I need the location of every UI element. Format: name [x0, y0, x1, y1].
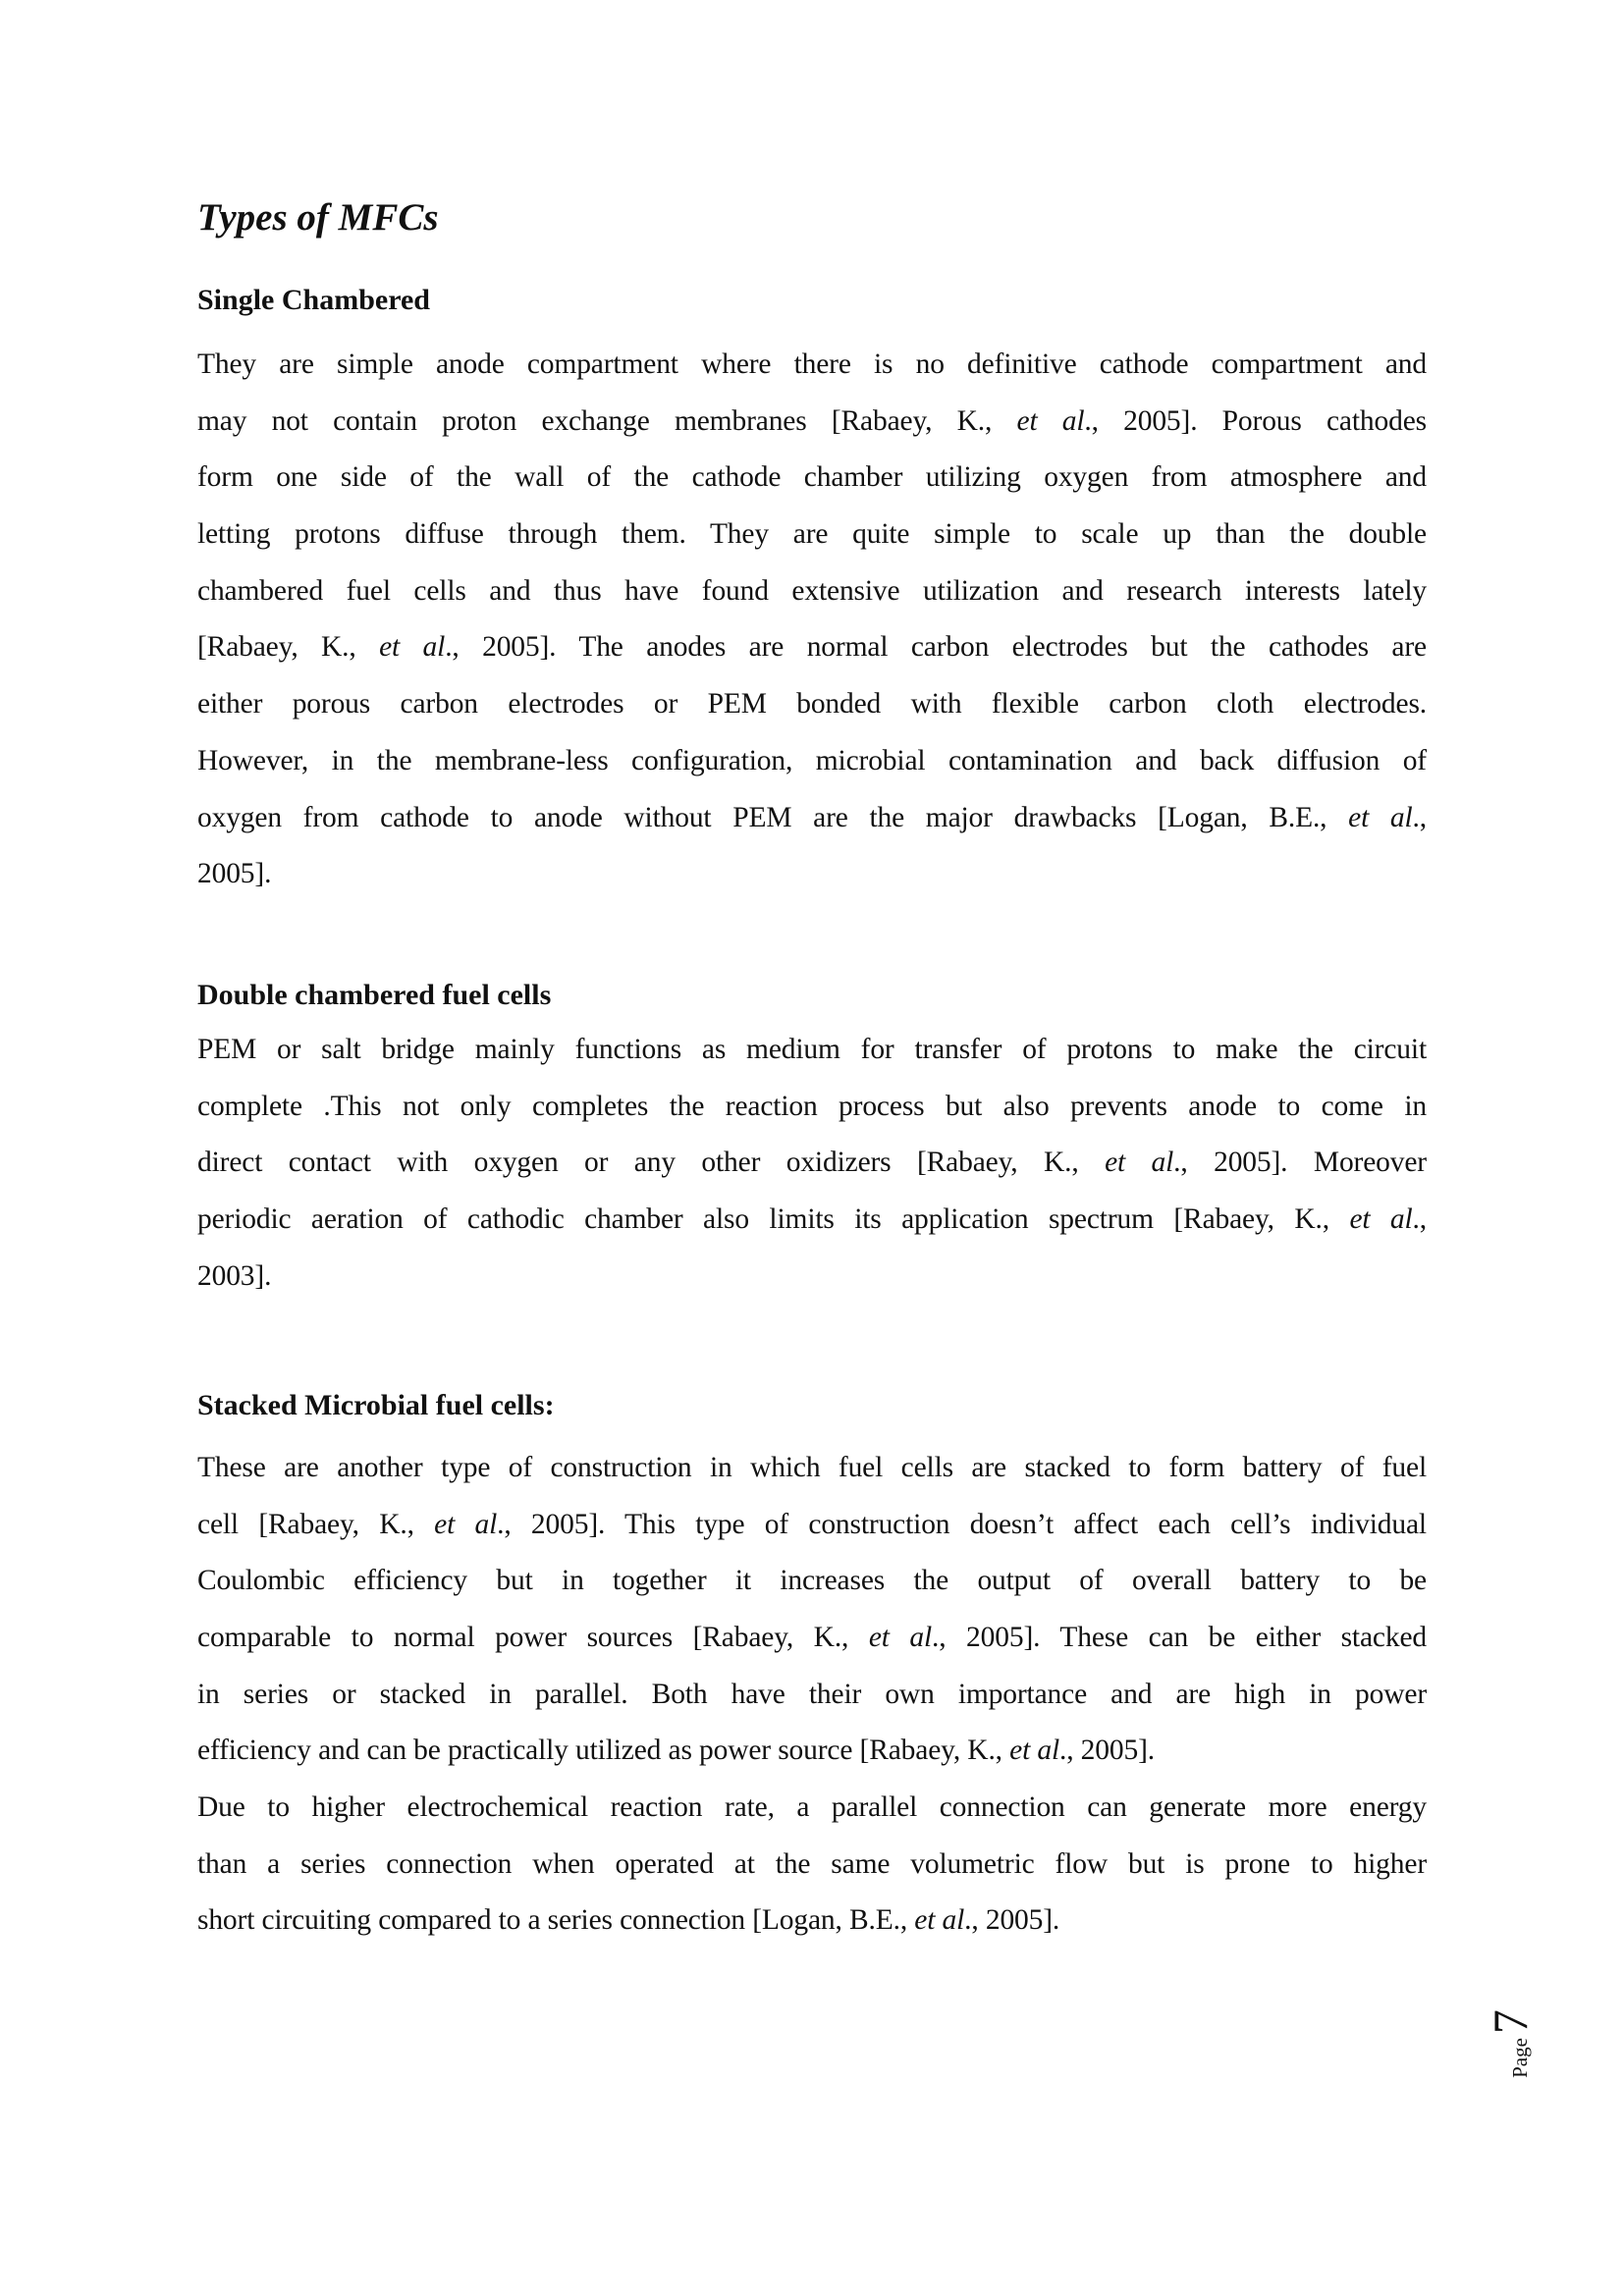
paragraph-stacked-mfc — [197, 1440, 1427, 1780]
text-line: short circuiting compared to a series connection [Logan, B.E., et al., 2005]. — [197, 1904, 1060, 1937]
citation-et-al: et al — [1016, 404, 1085, 437]
text-line: letting protons diffuse through them. They are quite simple to scale up than the double — [197, 518, 1427, 551]
text-line: 2005]. — [197, 858, 272, 890]
text-line: complete .This not only completes the reaction process but also prevents anode to come in — [197, 1090, 1427, 1122]
page-number — [1483, 1993, 1538, 2095]
text-line: These are another type of construction in which fuel cells are stacked to form battery of fuel — [197, 1452, 1427, 1483]
page-label: Page — [1508, 2038, 1532, 2078]
paragraph-single-chambered — [197, 337, 1427, 903]
text-line: in series or stacked in parallel. Both have their own importance and are high in power — [197, 1678, 1427, 1710]
paragraph-double-chambered — [197, 1022, 1427, 1305]
heading-stacked-mfc: Stacked Microbial fuel cells: — [197, 1389, 555, 1421]
text-line: chambered fuel cells and thus have found extensive utilization and research interests lately — [197, 574, 1427, 607]
text-line: PEM or salt bridge mainly functions as medium for transfer of protons to make the circuit — [197, 1034, 1427, 1065]
citation-et-al: et al — [1348, 801, 1413, 833]
text-line: efficiency and can be practically utilized as power source [Rabaey, K., et al., 2005]. — [197, 1735, 1155, 1767]
citation-et-al: et al — [868, 1622, 933, 1654]
text-line: may not contain proton exchange membranes [Rabaey, K., et al., 2005]. Porous cathodes — [197, 404, 1427, 437]
text-line: oxygen from cathode to anode without PEM are the major drawbacks [Logan, B.E., et al., — [197, 801, 1427, 833]
text-line: cell [Rabaey, K., et al., 2005]. This type of construction doesn’t affect each cell’s individual — [197, 1508, 1427, 1540]
text-line: periodic aeration of cathodic chamber also limits its application spectrum [Rabaey, K., et al., — [197, 1203, 1427, 1236]
paragraph-parallel-vs-series — [197, 1780, 1427, 1949]
citation-et-al: et al — [379, 631, 446, 664]
page-number-value: 7 — [1483, 2009, 1538, 2035]
citation-et-al: et al — [914, 1904, 965, 1937]
text-line: Due to higher electrochemical reaction rate, a parallel connection can generate more energy — [197, 1791, 1427, 1823]
citation-et-al: et al — [434, 1508, 498, 1540]
text-line: However, in the membrane-less configuration, microbial contamination and back diffusion of — [197, 744, 1427, 776]
text-line: direct contact with oxygen or any other oxidizers [Rabaey, K., et al., 2005]. Moreover — [197, 1147, 1427, 1179]
citation-et-al: et al — [1105, 1147, 1174, 1179]
heading-single-chambered: Single Chambered — [197, 284, 430, 316]
section-title: Types of MFCs — [197, 196, 439, 239]
heading-double-chambered: Double chambered fuel cells — [197, 979, 552, 1011]
text-line: They are simple anode compartment where there is no definitive cathode compartment and — [197, 348, 1427, 380]
text-line: [Rabaey, K., et al., 2005]. The anodes are normal carbon electrodes but the cathodes are — [197, 631, 1427, 664]
text-line: 2003]. — [197, 1259, 272, 1292]
citation-et-al: et al — [1349, 1203, 1413, 1236]
text-line: comparable to normal power sources [Rabaey, K., et al., 2005]. These can be either stacked — [197, 1622, 1427, 1654]
text-line: Coulombic efficiency but in together it increases the output of overall battery to be — [197, 1565, 1427, 1597]
text-line: either porous carbon electrodes or PEM bonded with flexible carbon cloth electrodes. — [197, 688, 1427, 721]
citation-et-al: et al — [1009, 1735, 1059, 1767]
text-line: than a series connection when operated at the same volumetric flow but is prone to higher — [197, 1847, 1427, 1880]
text-line: form one side of the wall of the cathode chamber utilizing oxygen from atmosphere and — [197, 461, 1427, 494]
